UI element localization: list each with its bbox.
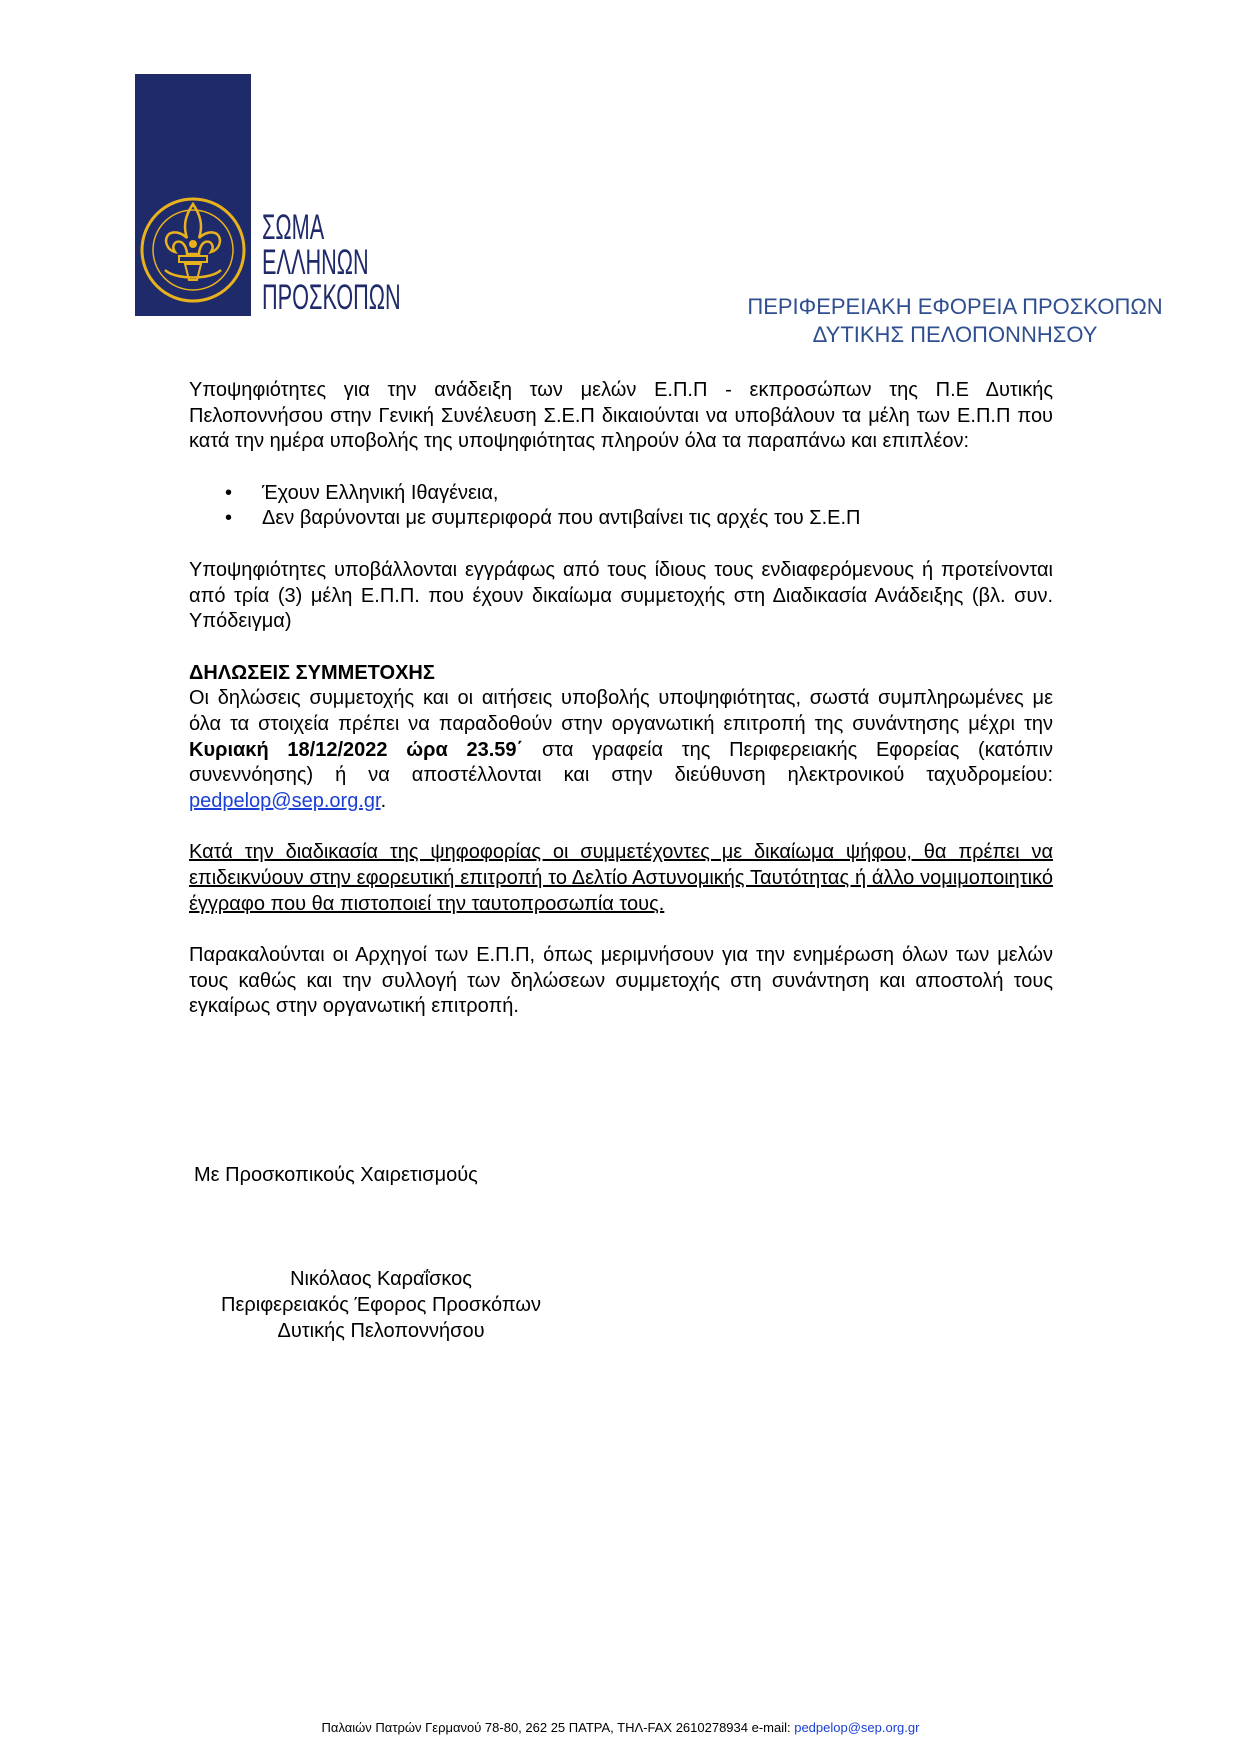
- paragraph-voting-id: Κατά την διαδικασία της ψηφοφορίας οι συμμετέχοντες με δικαίωμα ψήφου, θα πρέπει να επιδεικνύουν στην εφορευτική επιτροπή το Δελτίο Αστυνομικής Ταυτότητας ή άλλο νομιμοποιητικό έγγραφο που θα πιστοποιεί την ταυτοπροσωπία τους.: [189, 841, 1053, 915]
- section-title: ΔΗΛΩΣΕΙΣ ΣΥΜΜΕΤΟΧΗΣ: [189, 661, 435, 684]
- signoff: Με Προσκοπικούς Χαιρετισμούς: [194, 1164, 478, 1186]
- declarations-text-end: .: [380, 789, 387, 812]
- fleur-de-lis-icon: [135, 74, 251, 316]
- email-link[interactable]: pedpelop@sep.org.gr: [189, 789, 381, 812]
- signatory-name: Νικόλαος Καραΐσκος: [290, 1268, 472, 1290]
- organization-name: [262, 210, 401, 315]
- paragraph-eligibility: Υποψηφιότητες για την ανάδειξη των μελών Ε.Π.Π - εκπροσώπων της Π.Ε Δυτικής Πελοποννήσου στην Γενική Συνέλευση Σ.Ε.Π δικαιούνται να υποβάλουν τα μέλη των Ε.Π.Π που κατά την ημέρα υποβολής της υποψηφιότητας πληρούν όλα τα παραπάνω και επιπλέον:: [189, 379, 1053, 453]
- declarations-text-start: Οι δηλώσεις συμμετοχής και οι αιτήσεις υποβολής υποψηφιότητας, σωστά συμπληρωμένες με όλα τα στοιχεία πρέπει να παραδοθούν στην οργανωτική επιτροπή της συνάντησης μέχρι την: [189, 687, 1053, 735]
- signatory-title: Περιφερειακός Έφορος Προσκόπων: [221, 1294, 541, 1316]
- signatory-region: Δυτικής Πελοποννήσου: [277, 1320, 485, 1342]
- footer-address: Παλαιών Πατρών Γερμανού 78-80, 262 25 ΠΑΤΡΑ, ΤΗΛ-FAX 2610278934 e-mail:: [321, 1720, 795, 1735]
- requirements-list: [189, 481, 1053, 532]
- footer-contact: [0, 1720, 1241, 1735]
- declarations-text-middle: στα γραφεία της Περιφερειακής Εφορείας (κατόπιν συνεννόησης) ή να αποστέλλονται και στην διεύθυνση ηλεκτρονικού ταχυδρομείου:: [189, 738, 1054, 787]
- letterhead-line-1: ΠΕΡΙΦΕΡΕΙΑΚΗ ΕΦΟΡΕΙΑ ΠΡΟΣΚΟΠΩΝ: [747, 294, 1163, 319]
- list-item: • Δεν βαρύνονται με συμπεριφορά που αντιβαίνει τις αρχές του Σ.Ε.Π: [189, 506, 1053, 532]
- footer-email-link[interactable]: pedpelop@sep.org.gr: [794, 1720, 920, 1735]
- letterhead-region: [680, 293, 1230, 349]
- paragraph-leaders: Παρακαλούνται οι Αρχηγοί των Ε.Π.Π, όπως μεριμνήσουν για την ενημέρωση όλων των μελών τους καθώς και την συλλογή των δηλώσεων συμμετοχής στη συνάντηση και αποστολή τους εγκαίρως στην οργανωτική επιτροπή.: [189, 944, 1053, 1018]
- org-name-line-1: ΣΩΜΑ: [262, 208, 325, 247]
- letterhead-line-2: ΔΥΤΙΚΗΣ ΠΕΛΟΠΟΝΝΗΣΟΥ: [812, 322, 1098, 347]
- paragraph-submission: Υποψηφιότητες υποβάλλονται εγγράφως από τους ίδιους τους ενδιαφερόμενους ή προτείνονται από τρία (3) μέλη Ε.Π.Π. που έχουν δικαίωμα συμμετοχής στη Διαδικασία Ανάδειξης (βλ. συν. Υπόδειγμα): [189, 558, 1053, 633]
- letter-body: [189, 378, 1053, 1020]
- logo-emblem: [135, 74, 251, 316]
- list-item: • Έχουν Ελληνική Ιθαγένεια,: [189, 481, 1053, 507]
- org-name-line-3: ΠΡΟΣΚΟΠΩΝ: [262, 278, 401, 317]
- deadline-text: Κυριακή 18/12/2022 ώρα 23.59΄: [189, 738, 524, 761]
- org-name-line-2: ΕΛΛΗΝΩΝ: [262, 243, 369, 282]
- paragraph-declarations: [189, 686, 1053, 814]
- signature-block: [189, 1266, 573, 1344]
